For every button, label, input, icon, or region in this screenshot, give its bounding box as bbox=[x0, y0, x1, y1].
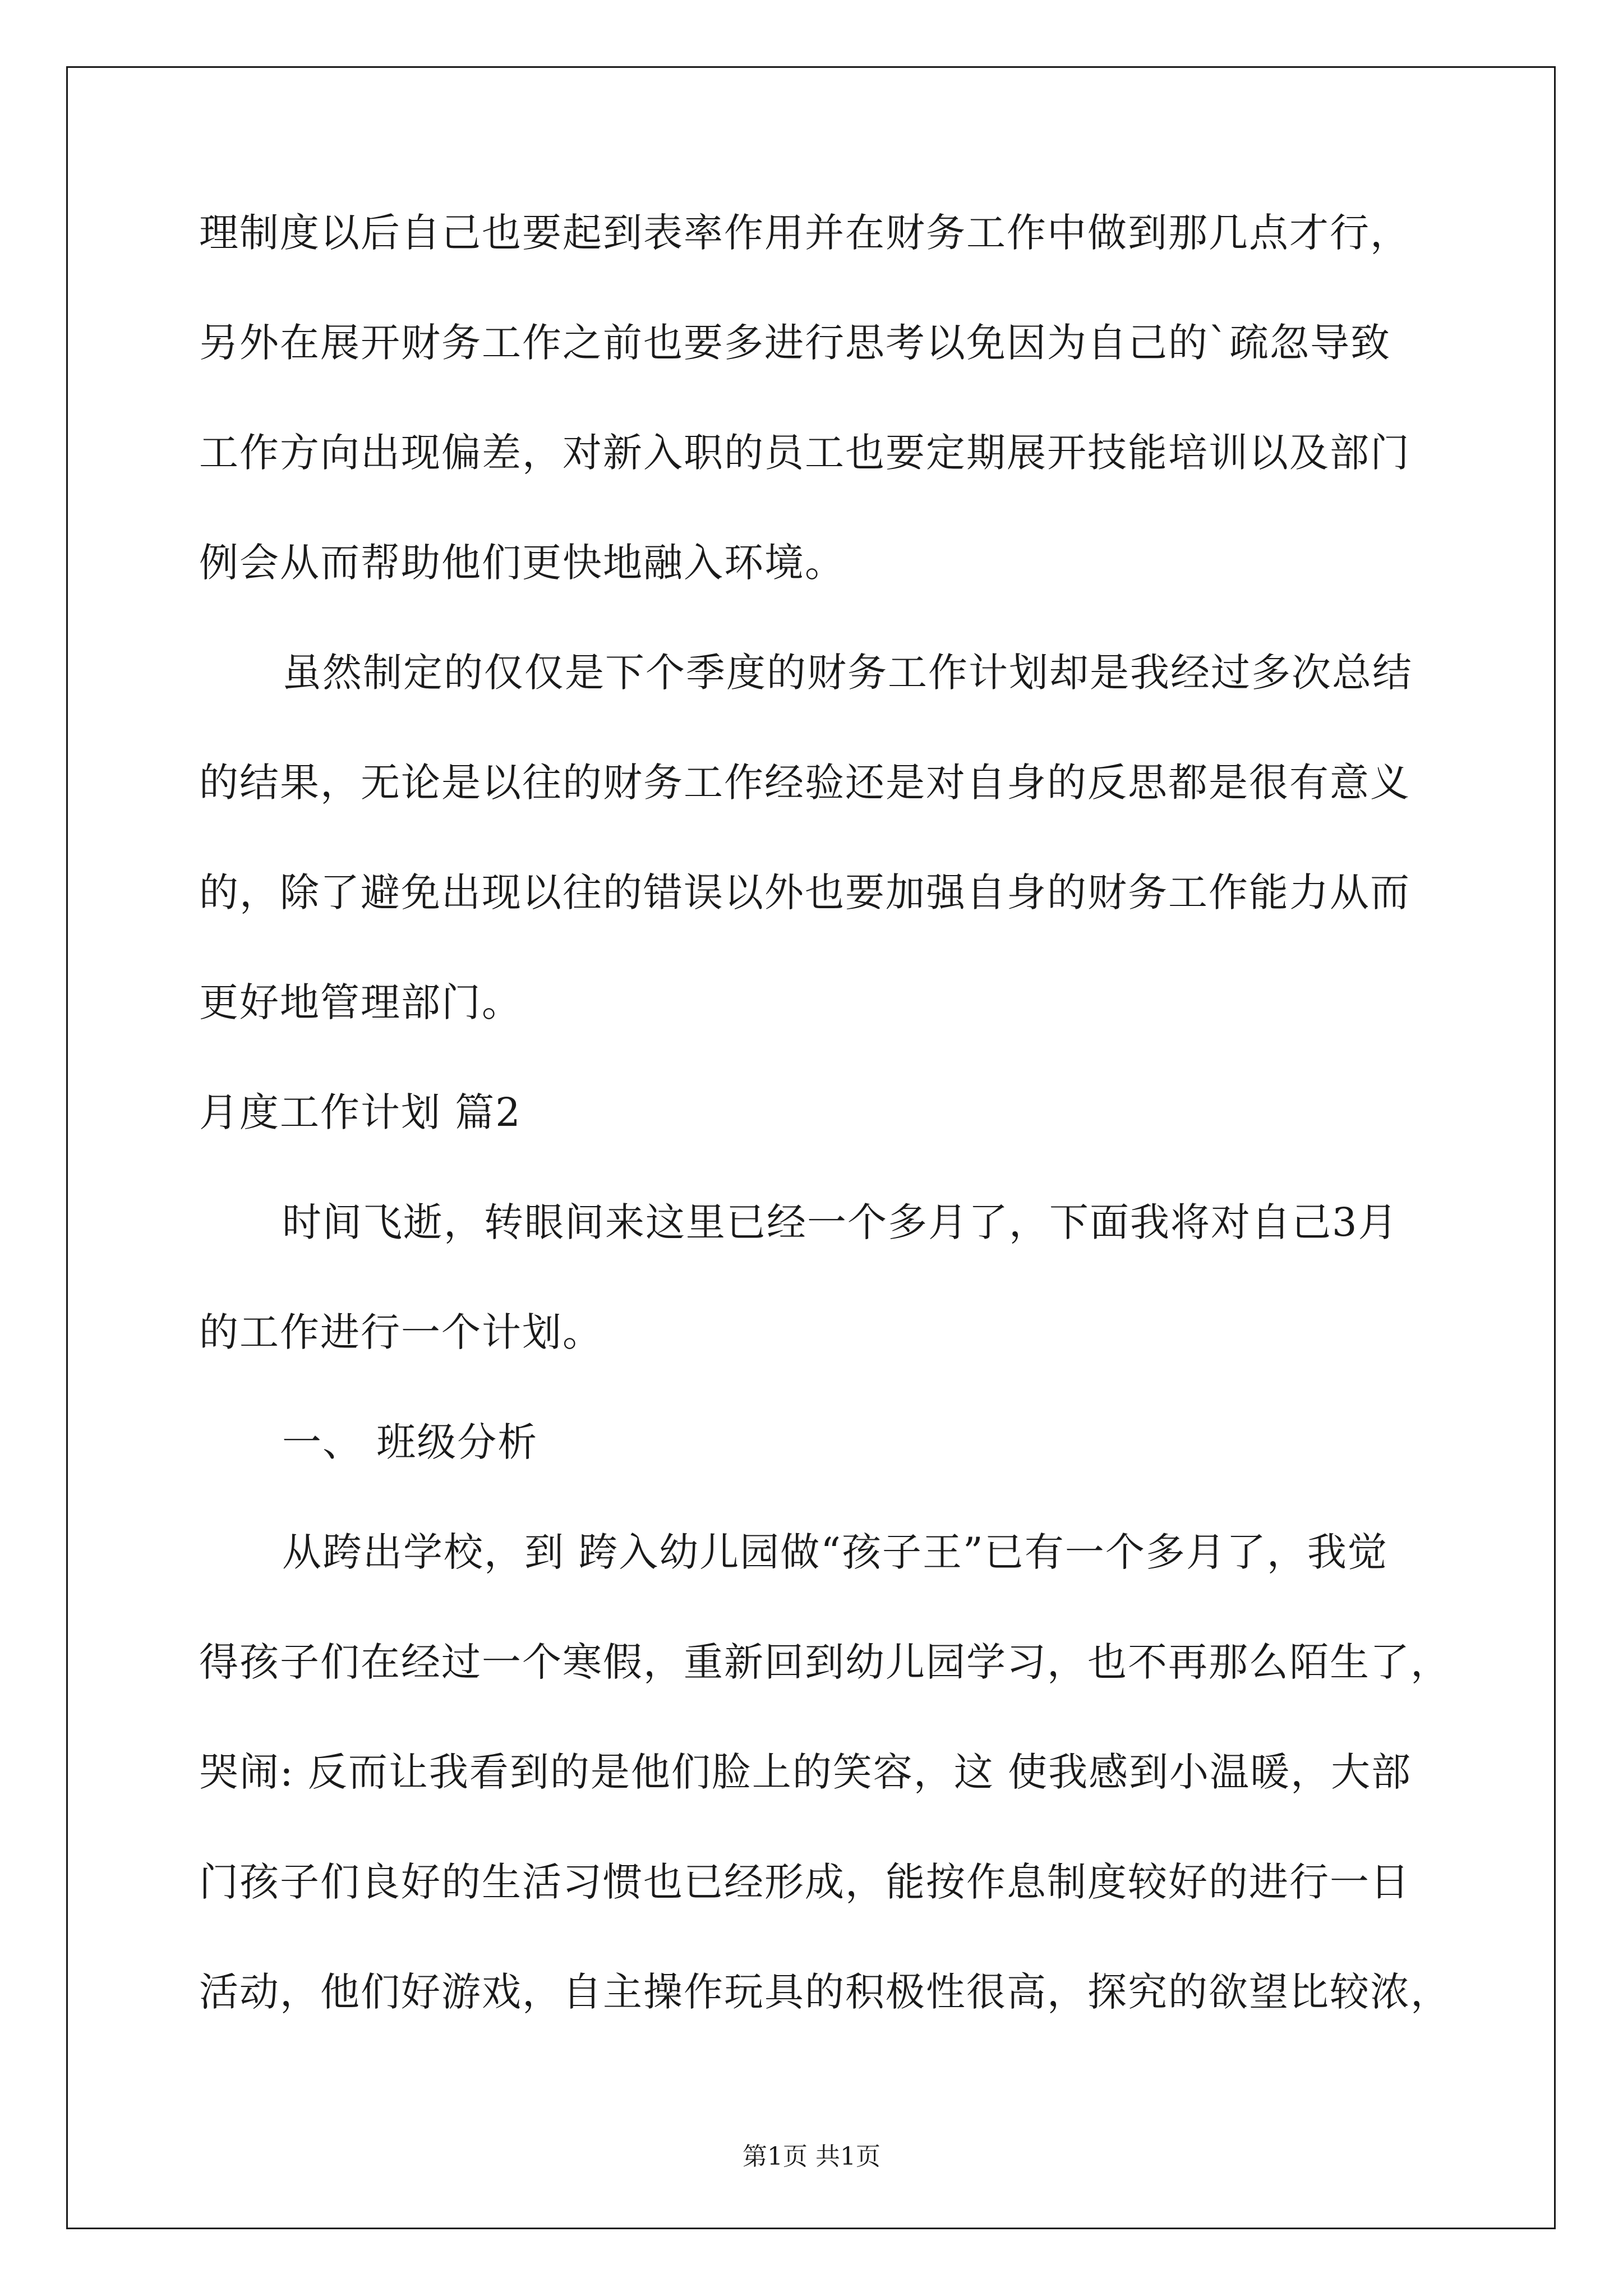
text-line: 得孩子们在经过一个寒假，重新回到幼儿园学习，也不再那么陌生了， bbox=[199, 1639, 1451, 1685]
text-line: 例会从而帮助他们更快地融入环境。 bbox=[199, 540, 845, 586]
text-line: 更好地管理部门。 bbox=[199, 979, 522, 1025]
text-line: 哭闹: 反而让我看到的是他们脸上的笑容，这 使我感到小温暖，大部 bbox=[199, 1749, 1412, 1795]
text-line: 的工作进行一个计划。 bbox=[199, 1309, 603, 1355]
text-line: 的，除了避免出现以往的错误以外也要加强自身的财务工作能力从而 bbox=[199, 869, 1410, 915]
section-heading: 月度工作计划 篇2 bbox=[199, 1089, 522, 1135]
text-line: 的结果，无论是以往的财务工作经验还是对自身的反思都是很有意义 bbox=[199, 760, 1410, 806]
subsection-heading: 一、 班级分析 bbox=[282, 1419, 538, 1465]
text-line: 另外在展开财务工作之前也要多进行思考以免因为自己的`疏忽导致 bbox=[199, 320, 1391, 366]
text-line: 从跨出学校，到 跨入幼儿园做“孩子王”已有一个多月了，我觉 bbox=[282, 1529, 1388, 1575]
text-line: 理制度以后自己也要起到表率作用并在财务工作中做到那几点才行， bbox=[199, 210, 1410, 256]
text-line: 活动，他们好游戏，自主操作玩具的积极性很高，探究的欲望比较浓， bbox=[199, 1969, 1451, 2015]
page-footer: 第1页 共1页 bbox=[743, 2142, 880, 2171]
text-line: 时间飞逝，转眼间来这里已经一个多月了，下面我将对自己3月 bbox=[282, 1199, 1399, 1245]
text-line: 工作方向出现偏差，对新入职的员工也要定期展开技能培训以及部门 bbox=[199, 430, 1410, 476]
text-line: 虽然制定的仅仅是下个季度的财务工作计划却是我经过多次总结 bbox=[282, 650, 1413, 696]
text-line: 门孩子们良好的生活习惯也已经形成，能按作息制度较好的进行一日 bbox=[199, 1859, 1410, 1905]
